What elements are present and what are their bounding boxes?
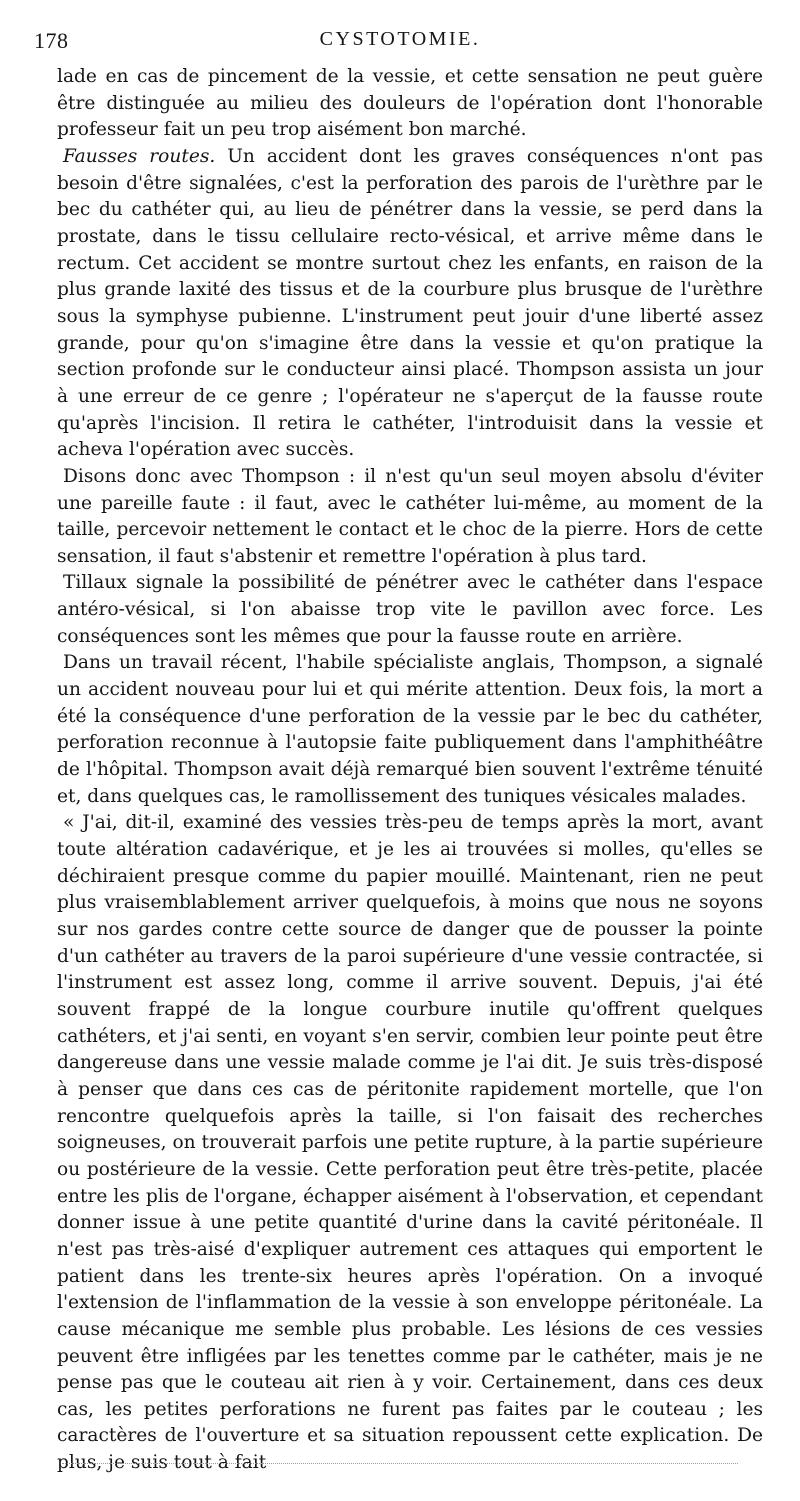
paragraph-text: Dans un travail récent, l'habile spécialiste anglais, Thompson, a signalé un accident nouveau pour lui et qui mérite attention. Deux fois, la mort a été la conséquence d'une perforation de la vessie par le bec du cathéter, perforation reconnue à l'autopsie faite publiquement dans l'amphithéâtre de l'hôpital. Thompson avait déjà remarqué bien souvent l'extrême ténuité et, dans quelques cas, le ramollissement des tuniques vésicales malades. bbox=[57, 652, 763, 807]
paragraph-lead: Fausses routes. bbox=[63, 145, 216, 167]
footer-dotted-rule bbox=[62, 1463, 738, 1464]
paragraph-text: « J'ai, dit-il, examiné des vessies très-peu de temps après la mort, avant toute altération cadavérique, et je les ai trouvées si molles, qu'elles se déchiraient presque comme du papier mouillé. Maintenant, rien ne peut plus vraisemblablement arriver quelquefois, à moins que nous ne soyons sur nos gardes contre cette source de danger que de pousser la pointe d'un cathéter au travers de la paroi supérieure d'une vessie contractée, si l'instrument est assez long, comme il arrive souvent. Depuis, j'ai été souvent frappé de la longue courbure inutile qu'offrent quelques cathéters, et j'ai senti, en voyant s'en servir, combien leur pointe peut être dangereuse dans une vessie malade comme je l'ai dit. Je suis très-disposé à penser que dans ces cas de péritonite rapidement mortelle, que l'on rencontre quelquefois après la taille, si l'on faisait des recherches soigneuses, on trouverait parfois une petite rupture, à la partie supérieure ou postérieure de la vessie. Cette perforation peut être très-petite, placée entre les plis de l'organe, échapper aisément à l'observation, et cependant donner issue à une petite quantité d'urine dans la cavité péritonéale. Il n'est pas très-aisé d'expliquer autrement ces attaques qui emportent le patient dans les trente-six heures après l'opération. On a invoqué l'extension de l'inflammation de la vessie à son enveloppe péritonéale. La cause mécanique me semble plus probable. Les lésions de ces vessies peuvent être infligées par les tenettes comme par le cathéter, mais je ne pense pas que le couteau ait rien à y voir. Certainement, dans ces deux cas, les petites perforations ne furent pas faites par le couteau ; les caractères de l'ouverture et sa situation repoussent cette explication. De plus, je suis tout à fait bbox=[57, 812, 763, 1474]
paragraph bbox=[57, 64, 763, 144]
paragraph bbox=[57, 810, 763, 1476]
paragraph bbox=[57, 570, 763, 650]
page-header bbox=[34, 28, 766, 58]
page-number: 178 bbox=[34, 28, 69, 53]
body-text bbox=[57, 64, 763, 1477]
paragraph bbox=[57, 464, 763, 571]
paragraph-text: lade en cas de pincement de la vessie, et cette sensation ne peut guère être distinguée au milieu des douleurs de l'opération dont l'honorable professeur fait un peu trop aisément bon marché. bbox=[57, 66, 763, 141]
paragraph-text: Un accident dont les graves conséquences n'ont pas besoin d'être signalées, c'est la perforation des parois de l'urèthre par le bec du cathéter qui, au lieu de pénétrer dans la vessie, se perd dans la prostate, dans le tissu cellulaire recto-vésical, et arrive même dans le rectum. Cet accident se montre surtout chez les enfants, en raison de la plus grande laxité des tissus et de la courbure plus brusque de l'urèthre sous la symphyse pubienne. L'instrument peut jouir d'une liberté assez grande, pour qu'on s'imagine être dans la vessie et qu'on pratique la section profonde sur le conducteur ainsi placé. Thompson assista un jour à une erreur de ce genre ; l'opérateur ne s'aperçut de la fausse route qu'après l'incision. Il retira le cathéter, l'introduisit dans la vessie et acheva l'opération avec succès. bbox=[57, 145, 763, 461]
paragraph-text: Tillaux signale la possibilité de pénétrer avec le cathéter dans l'espace antéro-vésical, si l'on abaisse trop vite le pavillon avec force. Les conséquences sont les mêmes que pour la fausse route en arrière. bbox=[57, 572, 763, 647]
paragraph bbox=[57, 650, 763, 810]
paragraph-text: Disons donc avec Thompson : il n'est qu'un seul moyen absolu d'éviter une pareille faute : il faut, avec le cathéter lui-même, au moment de la taille, percevoir nettement le contact et le choc de la pierre. Hors de cette sensation, il faut s'abstenir et remettre l'opération à plus tard. bbox=[57, 465, 763, 567]
running-title: CYSTOTOMIE. bbox=[319, 28, 481, 50]
paragraph bbox=[57, 144, 763, 464]
